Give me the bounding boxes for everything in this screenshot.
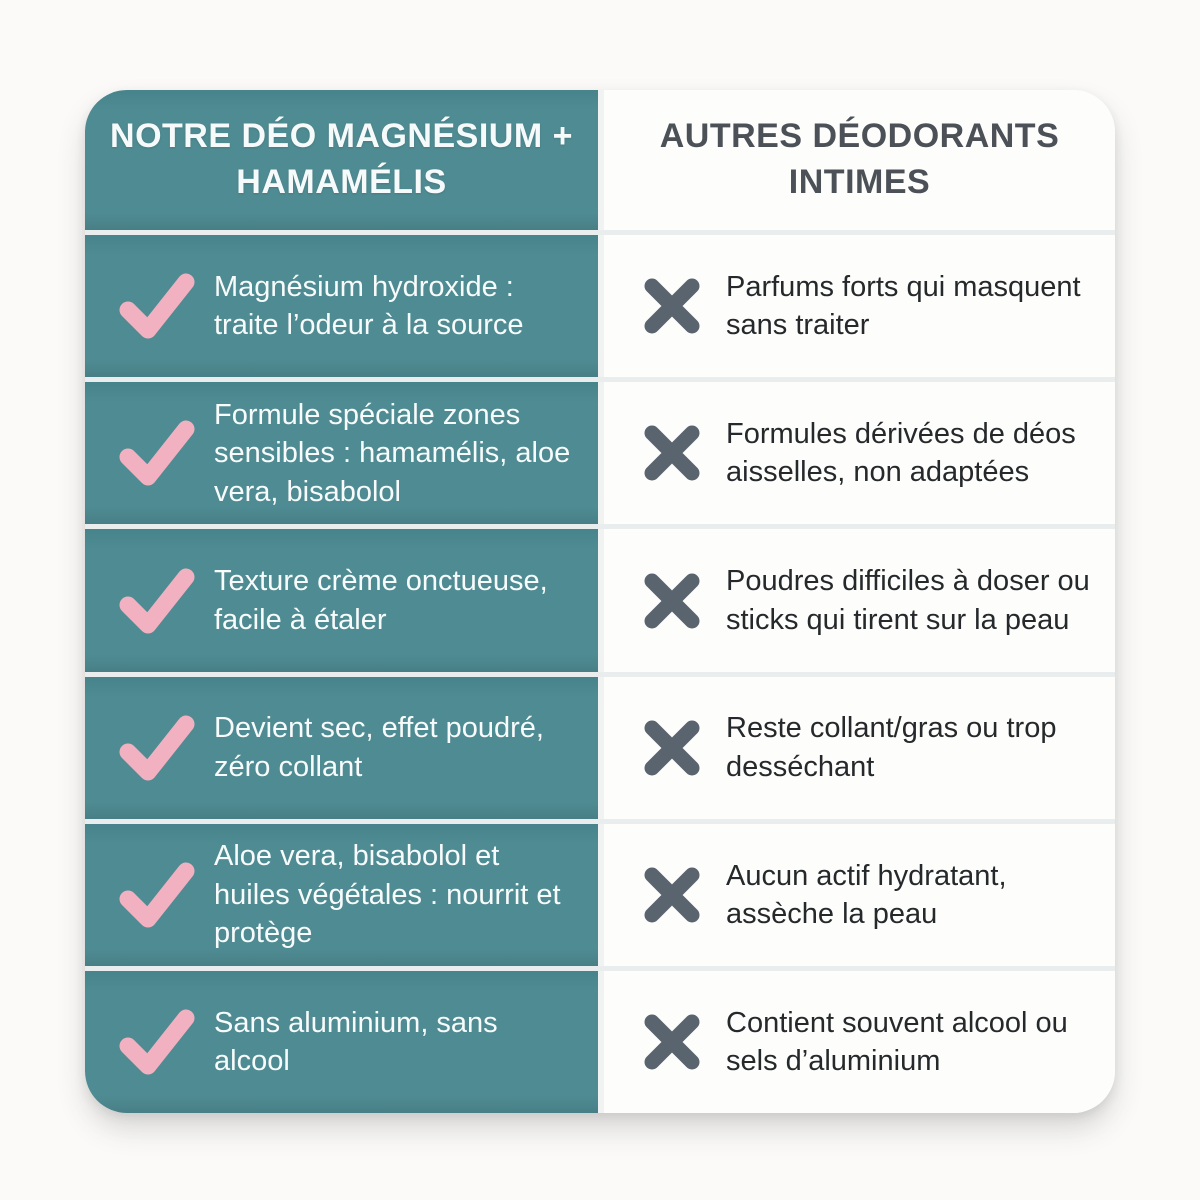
x-icon (604, 716, 722, 780)
comparison-table (85, 90, 1115, 1113)
our-deo-cell (85, 824, 598, 966)
other-deo-header-label: AUTRES DÉODORANTS INTIMES (659, 117, 1060, 202)
table-row (85, 235, 1115, 377)
our-deo-text: Devient sec, effet poudré, zéro collant (214, 712, 544, 783)
table-row (85, 677, 1115, 819)
our-deo-text: Sans aluminium, sans alcool (214, 1006, 498, 1077)
our-deo-text: Magnésium hydroxide : traite l’odeur à la source (214, 270, 524, 342)
x-icon (604, 863, 722, 927)
our-deo-text: Texture crème onctueuse, facile à étaler (214, 565, 548, 636)
table-header-row (85, 90, 1115, 230)
other-deo-text: Aucun actif hydratant, assèche la peau (726, 859, 1007, 930)
other-deo-cell (604, 971, 1115, 1113)
our-deo-cell (85, 382, 598, 524)
other-deo-cell (604, 824, 1115, 966)
check-icon (85, 272, 214, 340)
our-deo-cell (85, 529, 598, 671)
other-deo-text: Formules dérivées de déos aisselles, non adaptées (726, 418, 1076, 489)
other-deo-text: Contient souvent alcool ou sels d’aluminium (726, 1006, 1068, 1077)
our-deo-text: Formule spéciale zones sensibles : hamamélis, aloe vera, bisabolol (214, 398, 571, 508)
other-deo-text: Parfums forts qui masquent sans traiter (726, 270, 1081, 342)
table-row (85, 382, 1115, 524)
our-deo-cell (85, 235, 598, 377)
x-icon (604, 274, 722, 338)
check-icon (85, 1008, 214, 1076)
table-row (85, 971, 1115, 1113)
other-deo-text: Reste collant/gras ou trop desséchant (726, 712, 1057, 783)
check-icon (85, 861, 214, 929)
other-deo-cell (604, 382, 1115, 524)
our-deo-text: Aloe vera, bisabolol et huiles végétales : nourrit et protège (214, 840, 561, 949)
other-deo-cell (604, 529, 1115, 671)
table-row (85, 529, 1115, 671)
x-icon (604, 421, 722, 485)
check-icon (85, 419, 214, 487)
other-deo-cell (604, 235, 1115, 377)
x-icon (604, 569, 722, 633)
x-icon (604, 1010, 722, 1074)
other-deo-text: Poudres difficiles à doser ou sticks qui tirent sur la peau (726, 565, 1090, 636)
our-deo-header-cell (85, 90, 598, 230)
check-icon (85, 714, 214, 782)
other-deo-cell (604, 677, 1115, 819)
our-deo-cell (85, 971, 598, 1113)
check-icon (85, 567, 214, 635)
other-deo-header-cell (604, 90, 1115, 230)
our-deo-cell (85, 677, 598, 819)
table-row (85, 824, 1115, 966)
our-deo-header-label: NOTRE DÉO MAGNÉSIUM + HAMAMÉLIS (110, 117, 573, 202)
